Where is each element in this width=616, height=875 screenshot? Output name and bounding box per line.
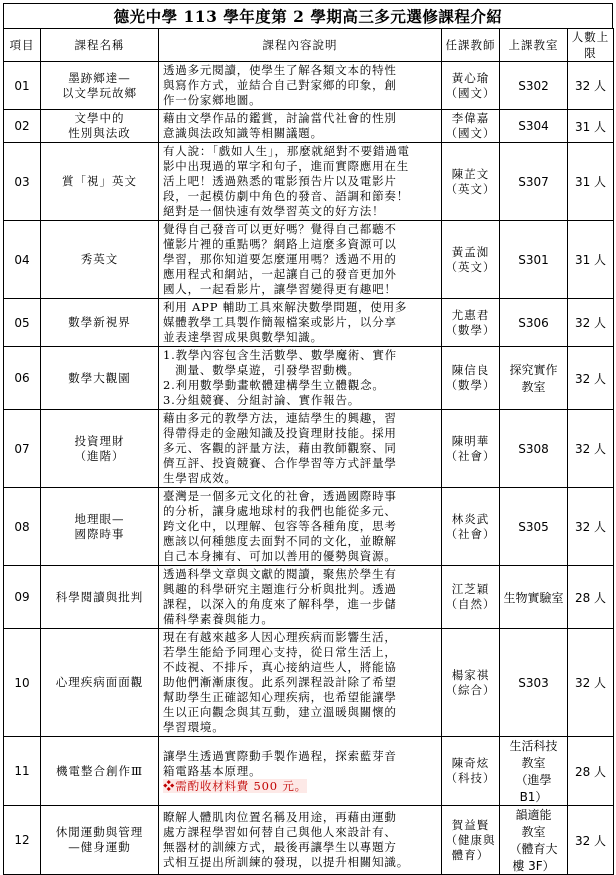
teacher-cell	[442, 299, 500, 347]
course-description-cell	[159, 110, 442, 143]
table-row	[4, 566, 614, 629]
description-line: 國人，一起看影片，讓學習變得更有趣吧！	[163, 282, 397, 296]
description-line: 課程，以深入的角度來了解科學，進一步儲	[163, 597, 397, 611]
description-line: 測量、數學桌遊，引發學習動機。	[163, 363, 360, 377]
course-name-line: 以文學玩故鄉	[62, 85, 137, 100]
item-number-cell: 09	[4, 566, 41, 629]
description-line: 媒體教學工具製作簡報檔案或影片，以分享	[163, 315, 397, 329]
teacher-line: （科技）	[445, 771, 496, 785]
teacher-line: （國文）	[445, 85, 496, 100]
course-name-cell	[41, 806, 159, 875]
description-line: 自己本身擁有、可加以善用的優勢與資源。	[163, 549, 397, 563]
course-name-cell	[41, 737, 159, 806]
classroom-line: S307	[518, 174, 549, 189]
teacher-line: 黃孟洳	[451, 244, 490, 259]
table-row	[4, 737, 614, 806]
course-description-cell	[159, 143, 442, 221]
course-name-cell	[41, 347, 159, 410]
classroom-cell	[500, 62, 568, 110]
classroom-cell	[500, 806, 568, 875]
table-row	[4, 629, 614, 737]
course-name-cell	[41, 221, 159, 299]
course-name-line: 國際時事	[74, 526, 125, 541]
description-line: 幫助學生正確認知心理疾病，也希望能讓學	[163, 690, 397, 704]
description-line: 藉由多元的教學方法，連結學生的興趣，習	[163, 411, 397, 425]
teacher-line: （社會）	[445, 448, 496, 463]
classroom-line: 樓 3F）	[512, 859, 555, 873]
course-name-cell	[41, 629, 159, 737]
classroom-line: 韻適能	[515, 808, 552, 822]
classroom-cell	[500, 221, 568, 299]
description-line: 得帶得走的金融知識及投資理財技能。採用	[163, 426, 397, 440]
course-description-cell	[159, 488, 442, 566]
classroom-line: S302	[518, 78, 549, 93]
teacher-line: 江芝穎	[451, 582, 490, 596]
capacity-cell: 28 人	[568, 737, 614, 806]
course-name-cell	[41, 110, 159, 143]
item-number-cell: 03	[4, 143, 41, 221]
course-name-line: 休閒運動與管理	[55, 825, 144, 839]
description-line: 跨文化中，以理解、包容等各種角度，思考	[163, 519, 397, 533]
classroom-line: S306	[518, 315, 549, 330]
teacher-cell	[442, 566, 500, 629]
description-line: 懂影片裡的重點嗎？網路上這麼多資源可以	[163, 237, 397, 251]
description-line: 有人說：「戲如人生」，那麼就絕對不要錯過電	[163, 144, 410, 158]
teacher-line: 林炎武	[451, 511, 490, 526]
course-name-cell	[41, 488, 159, 566]
course-description-cell	[159, 566, 442, 629]
description-line: 2.利用數學動畫軟體建構學生立體觀念。	[163, 378, 385, 392]
classroom-cell	[500, 410, 568, 488]
teacher-line: （數學）	[445, 322, 496, 337]
item-number-cell: 06	[4, 347, 41, 410]
description-line: 應用程式和網站，一起讓自己的發音更加外	[163, 267, 397, 281]
course-name-line: 科學閱讀與批判	[55, 589, 144, 604]
classroom-cell	[500, 566, 568, 629]
teacher-line: （自然）	[445, 597, 496, 611]
classroom-cell	[500, 299, 568, 347]
description-line: 學習環境。	[163, 720, 225, 734]
item-number-cell: 05	[4, 299, 41, 347]
classroom-cell	[500, 143, 568, 221]
course-name-line: 墨跡鄉達—	[68, 70, 131, 85]
description-line: 影中出現過的單字和句子，進而實際應用在生	[163, 159, 409, 173]
course-name-line: 機電整合創作Ⅲ	[55, 763, 144, 778]
description-line: 讓學生透過實際動手製作過程，探索藍芽音	[163, 748, 397, 763]
description-line: 應該以何種態度去面對不同的文化，並瞭解	[163, 534, 397, 548]
classroom-cell	[500, 629, 568, 737]
course-name-line: 數學新視界	[68, 315, 131, 329]
description-line: 並表達學習成果與數學知識。	[163, 330, 323, 344]
course-name-line: 秀英文	[80, 252, 119, 266]
item-number-cell: 02	[4, 110, 41, 143]
teacher-line: 陳明華	[451, 433, 490, 448]
description-line: 儕互評、投資競賽、合作學習等方式評量學	[163, 456, 397, 470]
teacher-line: 陳奇炫	[451, 756, 490, 770]
classroom-line: 教室	[521, 380, 546, 394]
header-desc: 課程內容說明	[159, 29, 442, 62]
item-number-cell: 10	[4, 629, 41, 737]
classroom-line: 教室	[521, 756, 546, 770]
item-number-cell: 04	[4, 221, 41, 299]
description-line: 臺灣是一個多元文化的社會，透過國際時事	[163, 489, 397, 503]
description-line: 3.分組競賽、分組討論、實作報告。	[163, 393, 361, 407]
capacity-cell: 31 人	[568, 110, 614, 143]
teacher-line: （綜合）	[445, 682, 496, 697]
course-description-cell	[159, 299, 442, 347]
classroom-line: S305	[518, 519, 549, 534]
description-line: 生學習成效。	[163, 471, 237, 485]
capacity-cell: 32 人	[568, 488, 614, 566]
course-name-line: 心理疾病面面觀	[55, 675, 144, 689]
course-description-cell	[159, 629, 442, 737]
item-number-cell: 11	[4, 737, 41, 806]
description-line: 處方課程學習如何替自己與他人來設計有、	[163, 825, 397, 839]
classroom-line: 教室	[521, 825, 546, 839]
course-name-cell	[41, 410, 159, 488]
description-line: 多元、客觀的評量方法，藉由教師觀察、同	[163, 441, 397, 455]
teacher-cell	[442, 737, 500, 806]
classroom-cell	[500, 347, 568, 410]
teacher-line: （數學）	[445, 378, 496, 392]
classroom-cell	[500, 737, 568, 806]
header-room: 上課教室	[500, 29, 568, 62]
description-line: 助他們漸漸康復。此系列課程設計除了希望	[163, 675, 397, 689]
course-description-cell	[159, 806, 442, 875]
teacher-line: 體育）	[451, 847, 490, 862]
description-line: 瞭解人體肌肉位置名稱及用途，再藉由運動	[163, 810, 397, 824]
course-name-line: 數學大觀園	[68, 370, 131, 385]
capacity-cell: 32 人	[568, 62, 614, 110]
course-name-cell	[41, 143, 159, 221]
course-description-cell	[159, 62, 442, 110]
teacher-cell	[442, 221, 500, 299]
description-line: 作一份家鄉地圖。	[163, 93, 262, 107]
teacher-cell	[442, 143, 500, 221]
teacher-line: 黃心瑜	[451, 70, 490, 85]
course-name-line: 地理眼—	[74, 511, 125, 526]
description-line: 透過科學文章與文獻的閱讀，聚焦於學生有	[163, 567, 397, 581]
teacher-line: （國文）	[445, 126, 496, 140]
course-name-line: 性別與法政	[68, 126, 131, 140]
description-line: 的分析，讓身處地球村的我們也能從多元、	[163, 504, 397, 518]
header-name: 課程名稱	[41, 29, 159, 62]
description-line: 箱電路基本原理。	[163, 763, 262, 778]
description-line: 意識與法政知識等相關議題。	[163, 126, 323, 140]
classroom-line: 生物實驗室	[503, 590, 564, 605]
teacher-cell	[442, 62, 500, 110]
description-line: 透過多元閱讀，使學生了解各類文本的特性	[163, 63, 397, 77]
course-name-cell	[41, 566, 159, 629]
description-line: 活上吧！透過熟悉的電影預告片以及電影片	[163, 174, 397, 188]
course-description-cell	[159, 221, 442, 299]
course-name-cell	[41, 62, 159, 110]
description-line: 若學生能給予同理心支持，從日常生活上，	[163, 645, 397, 659]
classroom-line: S303	[518, 675, 549, 690]
teacher-cell	[442, 347, 500, 410]
table-row	[4, 488, 614, 566]
table-row	[4, 806, 614, 875]
table-row	[4, 110, 614, 143]
description-line: 備科學素養與能力。	[163, 612, 274, 626]
course-description-cell	[159, 737, 442, 806]
classroom-line: 探究實作	[509, 363, 558, 377]
course-description-cell	[159, 410, 442, 488]
description-line: 生以正向觀念與其互動，建立溫暖與關懷的	[163, 705, 397, 719]
course-name-cell	[41, 299, 159, 347]
capacity-cell: 32 人	[568, 299, 614, 347]
classroom-line: 生活科技	[509, 739, 558, 753]
teacher-line: 陳信良	[451, 363, 490, 377]
teacher-line: 楊家祺	[451, 667, 490, 682]
course-name-line: 賞「視」英文	[62, 174, 137, 188]
teacher-cell	[442, 110, 500, 143]
course-name-line: 文學中的	[74, 111, 125, 125]
teacher-cell	[442, 806, 500, 875]
teacher-cell	[442, 629, 500, 737]
classroom-line: S304	[518, 119, 549, 133]
capacity-cell: 32 人	[568, 629, 614, 737]
page-title: 德光中學 113 學年度第 2 學期高三多元選修課程介紹	[3, 3, 613, 28]
course-name-line: （進階）	[74, 448, 125, 463]
description-line: 覺得自己發音可以更好嗎？覺得自己都聽不	[163, 222, 397, 236]
table-row	[4, 143, 614, 221]
teacher-line: （社會）	[445, 526, 496, 541]
item-number-cell: 08	[4, 488, 41, 566]
teacher-line: 李偉嘉	[451, 111, 490, 125]
teacher-cell	[442, 488, 500, 566]
description-line: 式相互提出所訓練的發現，以提升相關知識。	[163, 855, 409, 869]
description-line: 段，一起模仿劇中角色的發音、語調和節奏！	[163, 189, 409, 203]
teacher-line: （英文）	[445, 181, 496, 196]
description-line: 利用 APP 輔助工具來解決數學問題，使用多	[163, 300, 408, 314]
classroom-line: S308	[518, 441, 549, 456]
teacher-line: （健康與	[445, 832, 496, 847]
header-cap: 人數上限	[568, 29, 614, 62]
capacity-cell: 31 人	[568, 143, 614, 221]
course-table	[3, 28, 614, 875]
classroom-cell	[500, 488, 568, 566]
table-row	[4, 410, 614, 488]
header-item: 項目	[4, 29, 41, 62]
table-row	[4, 62, 614, 110]
teacher-line: 陳芷文	[451, 166, 490, 181]
table-row	[4, 299, 614, 347]
description-line: 1.教學內容包含生活數學、數學魔術、實作	[163, 348, 397, 362]
description-line: 現在有越來越多人因心理疾病而影響生活，	[163, 630, 397, 644]
item-number-cell: 12	[4, 806, 41, 875]
item-number-cell: 01	[4, 62, 41, 110]
description-line: 絕對是一個快速有效學習英文的好方法！	[163, 204, 385, 218]
capacity-cell: 32 人	[568, 347, 614, 410]
classroom-line: （進學 B1）	[515, 773, 552, 804]
teacher-line: （英文）	[445, 259, 496, 274]
description-line: 藉由文學作品的鑑賞，討論當代社會的性別	[163, 111, 397, 125]
capacity-cell: 32 人	[568, 410, 614, 488]
classroom-line: S301	[518, 252, 549, 267]
classroom-cell	[500, 110, 568, 143]
description-line: 與寫作方式，並結合自己對家鄉的印象，創	[163, 78, 397, 92]
table-row	[4, 221, 614, 299]
teacher-line: 賀益賢	[451, 817, 490, 832]
table-row	[4, 347, 614, 410]
course-description-cell	[159, 347, 442, 410]
fee-line	[163, 779, 437, 794]
description-line: 興趣的科學研究主題進行分析與批判。透過	[163, 582, 397, 596]
capacity-cell: 28 人	[568, 566, 614, 629]
teacher-line: 尤惠君	[451, 307, 490, 322]
capacity-cell: 31 人	[568, 221, 614, 299]
course-document	[3, 3, 613, 875]
description-line: 不歧視、不排斥，真心接納這些人，將能協	[163, 660, 397, 674]
description-line: 學習，那你知道要怎麼運用嗎？透過不用的	[163, 252, 397, 266]
teacher-cell	[442, 410, 500, 488]
header-teacher: 任課教師	[442, 29, 500, 62]
description-line: 無器材的訓練方式，最後再讓學生以專題方	[163, 840, 397, 854]
classroom-line: （體育大	[509, 842, 558, 856]
item-number-cell: 07	[4, 410, 41, 488]
header-row	[4, 29, 614, 62]
capacity-cell: 32 人	[568, 806, 614, 875]
course-name-line: —健身運動	[68, 840, 131, 854]
material-fee-note: ❖需酌收材料費 500 元。	[163, 778, 307, 793]
course-name-line: 投資理財	[74, 433, 125, 448]
